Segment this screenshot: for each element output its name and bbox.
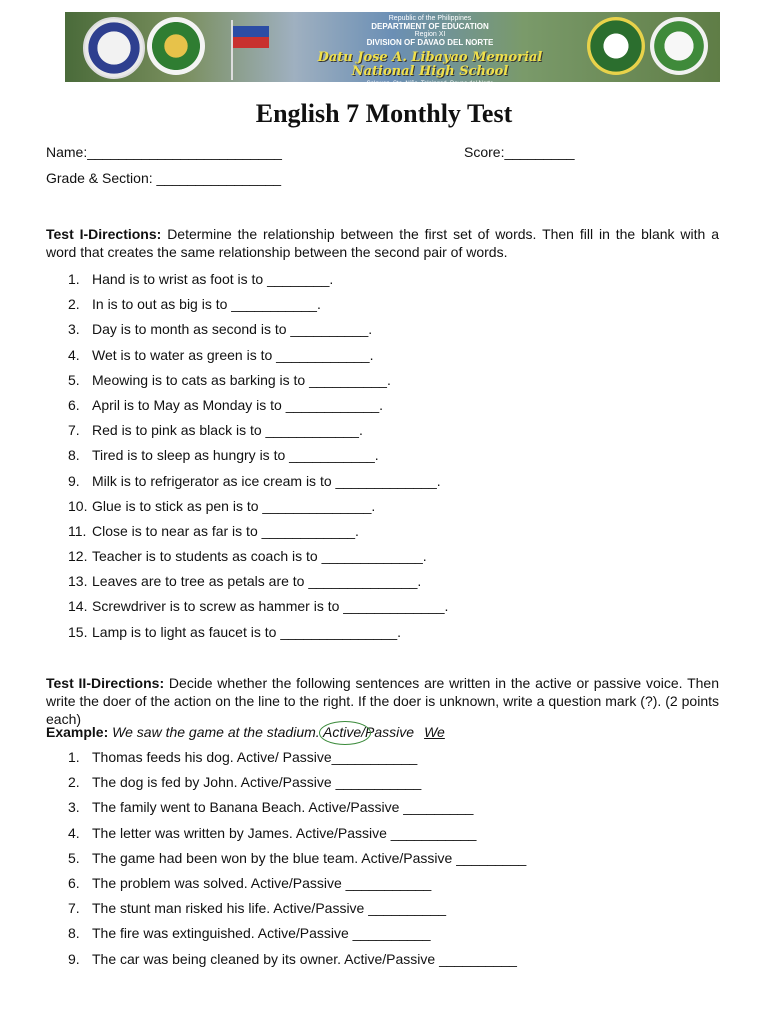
item-number: 2. [68,774,80,791]
test1-directions [46,225,719,261]
test2-text: Decide whether the following sentences are written in the active or passive voice. Then write the doer of the action on the line to the right. If the doer is unknown, write a question mark (?). (2 points each) [46,675,720,727]
list-item [68,896,526,921]
item-number: 10. [68,497,88,514]
list-item [68,317,448,342]
item-text: Hand is to wrist as foot is to ________. [92,271,334,287]
item-text: The dog is fed by John. Active/Passive ___________ [92,774,422,791]
item-text: Milk is to refrigerator as ice cream is to _____________. [92,472,441,489]
test1-label: Test I-Directions: [46,226,162,242]
name-field[interactable]: Name:_________________________ [46,144,282,160]
item-number: 1. [68,749,80,765]
item-number: 9. [68,950,80,967]
test1-list [68,267,448,645]
item-number: 9. [68,472,80,489]
item-text: Thomas feeds his dog. Active/ Passive___________ [92,749,418,765]
item-text: Glue is to stick as pen is to ______________. [92,497,376,514]
item-text: The game had been won by the blue team. Active/Passive _________ [92,849,527,866]
item-text: Meowing is to cats as barking is to __________. [92,371,391,388]
division-seal-icon [587,17,645,75]
item-text: Close is to near as far is to ____________. [92,522,359,539]
item-text: Leaves are to tree as petals are to ______________. [92,573,422,590]
page-title: English 7 Monthly Test [255,99,513,128]
item-number: 14. [68,598,88,615]
item-number: 7. [68,422,80,439]
item-text: April is to May as Monday is to ____________. [92,396,384,413]
header-line-1: Republic of the Philippines [388,15,472,22]
item-number: 11. [68,522,87,539]
list-item [68,594,448,619]
deped-seal-icon [83,17,145,79]
example-circled-answer: Active [323,724,362,740]
list-item [68,770,526,795]
item-number: 7. [68,900,80,917]
item-number: 5. [68,849,80,866]
item-number: 3. [68,799,80,816]
list-item [68,544,448,569]
example-label: Example: [46,724,109,740]
list-item [68,469,448,494]
item-text: Tired is to sleep as hungry is to ___________. [92,447,379,464]
item-number: 12. [68,548,88,565]
item-text: The fire was extinguished. Active/Passive __________ [92,925,431,942]
test2-directions [46,674,719,728]
list-item [68,921,526,946]
item-text: The car was being cleaned by its owner. Active/Passive __________ [92,950,517,967]
school-address: Salawan, Sto. Niño, Talaingod, Davao del Norte [366,80,494,87]
item-number: 4. [68,824,80,841]
item-text: Screwdriver is to screw as hammer is to _____________. [92,598,449,615]
test2-label: Test II-Directions: [46,675,165,691]
item-number: 2. [68,296,80,313]
list-item [68,821,526,846]
item-number: 8. [68,447,80,464]
region-seal-icon [147,17,205,75]
item-text: The stunt man risked his life. Active/Passive __________ [92,900,447,917]
item-number: 4. [68,346,80,363]
list-item [68,846,526,871]
test2-list [68,745,526,972]
item-number: 5. [68,371,80,388]
list-item [68,343,448,368]
list-item [68,368,448,393]
item-number: 15. [68,623,88,640]
item-number: 6. [68,874,80,891]
list-item [68,795,526,820]
school-header-banner [65,12,720,87]
example-sentence: We saw the game at the stadium. [108,724,324,740]
item-text: In is to out as big is to ___________. [92,296,321,313]
list-item [68,569,448,594]
grade-section-field[interactable]: Grade & Section: ________________ [46,170,282,186]
list-item [68,418,448,443]
header-text [285,15,575,87]
item-text: The family went to Banana Beach. Active/Passive _________ [92,799,474,816]
list-item [68,620,448,645]
header-line-3: Region XI [414,31,446,39]
philippine-flag-icon [233,26,269,48]
test1-text: Determine the relationship between the first set of words. Then fill in the blank with a word that creates the same relationship between the second pair of words. [46,226,720,260]
header-line-4: DIVISION OF DAVAO DEL NORTE [366,38,494,48]
list-item [68,443,448,468]
list-item [68,871,526,896]
list-item [68,947,526,972]
item-number: 6. [68,396,80,413]
list-item [68,393,448,418]
item-text: Teacher is to students as coach is to _____________. [92,548,427,565]
school-name: Datu Jose A. Libayao Memorial National High School [317,49,543,80]
item-number: 1. [68,271,80,287]
list-item [68,292,448,317]
item-number: 8. [68,925,80,942]
score-field[interactable]: Score:_________ [464,144,575,160]
item-number: 13. [68,573,88,590]
item-text: The problem was solved. Active/Passive ___________ [92,874,432,891]
example-passive: /Passive [361,724,415,740]
item-text: The letter was written by James. Active/Passive ___________ [92,824,477,841]
list-item [68,267,448,292]
item-text: Wet is to water as green is to ____________. [92,346,374,363]
header-line-2: DEPARTMENT OF EDUCATION [371,21,489,31]
list-item [68,519,448,544]
list-item [68,494,448,519]
school-seal-icon [650,17,708,75]
example-doer: We [424,724,445,740]
item-text: Day is to month as second is to __________. [92,321,373,338]
item-text: Red is to pink as black is to ____________. [92,422,363,439]
test2-example [46,724,445,740]
item-text: Lamp is to light as faucet is to _______________. [92,623,401,640]
list-item [68,745,526,770]
item-number: 3. [68,321,80,338]
